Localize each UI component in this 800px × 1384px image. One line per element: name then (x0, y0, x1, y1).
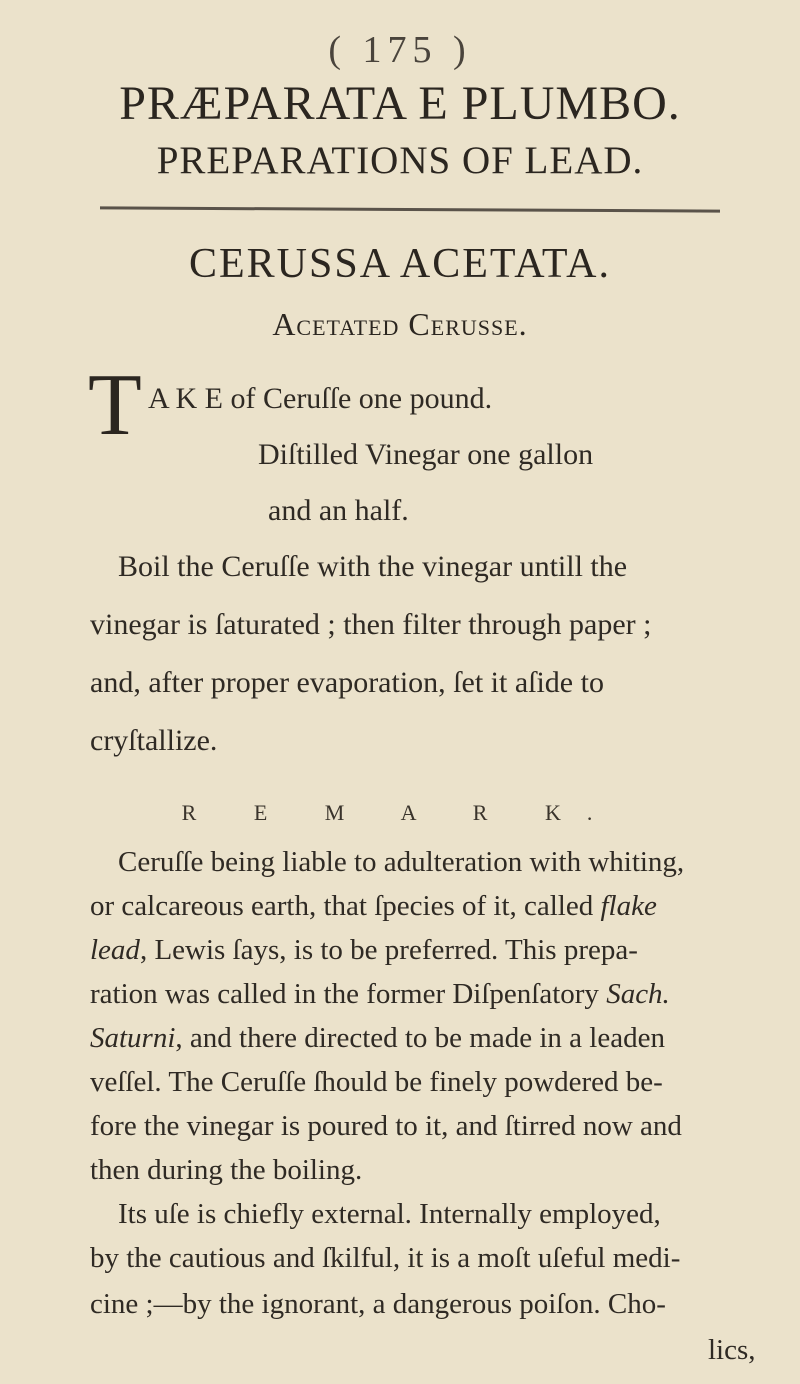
remark-line: Its uſe is chiefly external. Internally employed, (118, 1198, 661, 1230)
english-heading: PREPARATIONS OF LEAD. (156, 139, 644, 182)
remark-text: , Lewis ſays, is to be preferred. This prepa- (139, 934, 638, 966)
recipe-line: A K E of Ceruſſe one pound. (148, 382, 493, 415)
directions-line: vinegar is ſaturated ; then filter through paper ; (90, 608, 652, 641)
remark-heading: R E M A R K. (181, 800, 619, 825)
section-subtitle: Acetated Cerusse. (272, 306, 528, 342)
catchword: lics, (708, 1334, 756, 1366)
remark-line (90, 978, 670, 1011)
remark-italic: Sach. (606, 978, 670, 1010)
page-number: ( 175 ) (328, 29, 472, 71)
remark-line (90, 934, 638, 967)
remark-text: or calcareous earth, that ſpecies of it, called (90, 890, 601, 922)
remark-line (90, 1022, 665, 1055)
section-title: CERUSSA ACETATA. (188, 241, 612, 287)
directions-line: Boil the Ceruſſe with the vinegar untill the (118, 550, 628, 583)
remark-line: veſſel. The Ceruſſe ſhould be finely powdered be- (90, 1066, 663, 1098)
remark-line: Ceruſſe being liable to adulteration with whiting, (118, 846, 685, 878)
latin-heading: PRÆPARATA E PLUMBO. (119, 77, 681, 130)
drop-cap: T (88, 357, 142, 454)
remark-line: fore the vinegar is poured to it, and ſtirred now and (90, 1110, 682, 1142)
remark-italic: flake (600, 890, 657, 922)
remark-line: cine ;—by the ignorant, a dangerous poiſon. Cho- (90, 1288, 666, 1320)
directions-line: cryſtallize. (90, 724, 218, 757)
remark-line (90, 890, 657, 923)
remark-text: ration was called in the former Diſpenſatory (90, 978, 607, 1010)
remark-line: by the cautious and ſkilful, it is a moſt uſeful medi- (90, 1242, 681, 1274)
remark-line: then during the boiling. (90, 1154, 363, 1186)
remark-italic: lead (90, 934, 140, 966)
recipe-line: Diſtilled Vinegar one gallon (258, 438, 594, 471)
directions-line: and, after proper evaporation, ſet it aſide to (90, 666, 604, 699)
remark-italic: Saturni (90, 1022, 176, 1054)
remark-text: , and there directed to be made in a leaden (175, 1022, 665, 1054)
recipe-line: and an half. (268, 494, 409, 527)
divider-rule (100, 206, 720, 212)
